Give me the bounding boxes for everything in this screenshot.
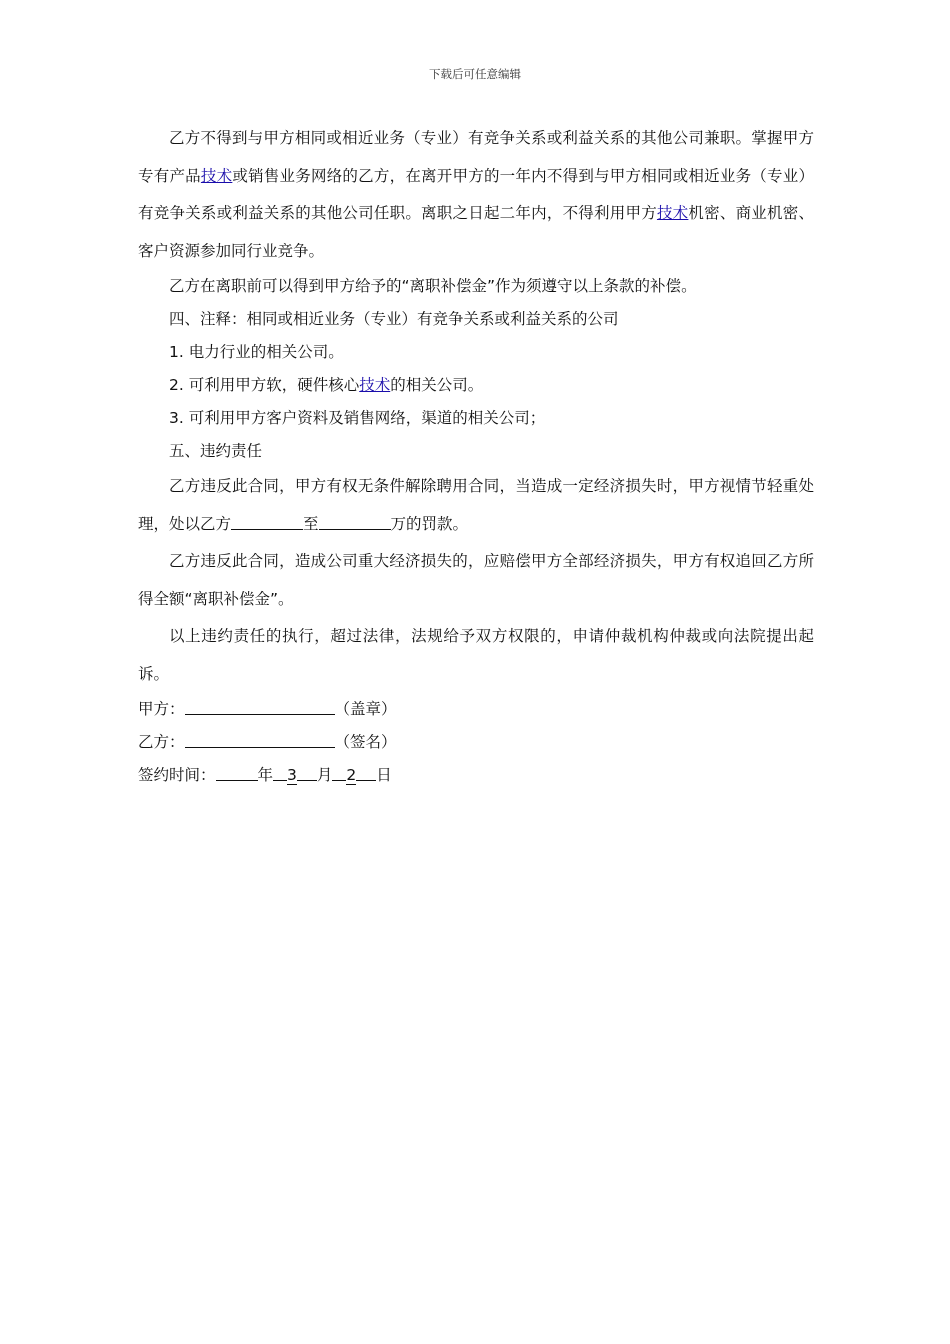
paragraph-noncompete bbox=[138, 120, 814, 270]
list-item-text: 2. 可利用甲方软，硬件核心 bbox=[169, 376, 360, 394]
paragraph-text: 至 bbox=[303, 514, 319, 533]
list-item: 3. 可利用甲方客户资料及销售网络，渠道的相关公司； bbox=[169, 409, 546, 427]
year-unit: 年 bbox=[257, 766, 274, 784]
signature-party-b bbox=[138, 726, 814, 759]
party-b-blank[interactable] bbox=[185, 733, 335, 748]
list-item: 1. 电力行业的相关公司。 bbox=[169, 343, 344, 361]
paragraph-text: 乙方违反此合同，甲方有权无条件解除聘用合同，当造成一定经济损失时，甲方视情节轻重处理，处以乙方 bbox=[138, 477, 814, 533]
party-a-blank[interactable] bbox=[185, 700, 335, 715]
day-value[interactable]: 2 bbox=[346, 766, 357, 784]
signature-date bbox=[138, 759, 814, 792]
month-value[interactable]: 3 bbox=[287, 766, 297, 784]
month-blank-pre bbox=[273, 766, 287, 781]
document-body bbox=[138, 120, 814, 792]
paragraph-compensation: 乙方在离职前可以得到甲方给予的“离职补偿金”作为须遵守以上条款的补偿。 bbox=[169, 277, 697, 295]
date-label: 签约时间： bbox=[138, 766, 216, 784]
amount-max-blank[interactable] bbox=[319, 515, 391, 530]
paragraph-penalty bbox=[138, 468, 814, 543]
paragraph-text: 或销售业务网络的乙方，在离开甲方的一年内不得到与甲方相同或相近业务（专业）有竞争关系或利益关系的其他公司任职。离职之日起二年内，不得利用甲方 bbox=[138, 166, 814, 222]
month-blank-post bbox=[297, 766, 317, 781]
paragraph-damages: 乙方违反此合同，造成公司重大经济损失的，应赔偿甲方全部经济损失，甲方有权追回乙方所得全额“离职补偿金”。 bbox=[138, 552, 814, 608]
party-b-suffix: （签名） bbox=[334, 733, 397, 751]
technology-link[interactable]: 技术 bbox=[359, 376, 391, 394]
day-blank-post bbox=[356, 766, 376, 781]
paragraph-text: 万的罚款。 bbox=[390, 514, 469, 533]
list-item-text: 的相关公司。 bbox=[390, 376, 484, 394]
section-title-liability: 五、违约责任 bbox=[169, 442, 263, 460]
day-blank-pre bbox=[332, 766, 346, 781]
day-unit: 日 bbox=[376, 766, 392, 784]
year-blank[interactable] bbox=[216, 766, 258, 781]
paragraph-arbitration: 以上违约责任的执行，超过法律，法规给予双方权限的，申请仲裁机构仲裁或向法院提出起诉。 bbox=[138, 627, 814, 683]
month-unit: 月 bbox=[316, 766, 333, 784]
section-title-notes: 四、注释：相同或相近业务（专业）有竞争关系或利益关系的公司 bbox=[169, 310, 619, 328]
list-item bbox=[138, 369, 814, 402]
paragraph-text: 机密、商业机密、客户资源参加同行业竞争。 bbox=[138, 204, 814, 260]
technology-link[interactable]: 技术 bbox=[200, 166, 233, 185]
party-a-suffix: （盖章） bbox=[334, 700, 397, 718]
signature-party-a bbox=[138, 693, 814, 726]
amount-min-blank[interactable] bbox=[231, 515, 303, 530]
party-b-label: 乙方： bbox=[138, 733, 185, 751]
technology-link[interactable]: 技术 bbox=[656, 204, 689, 222]
party-a-label: 甲方： bbox=[138, 700, 185, 718]
paragraph-text: 乙方不得到与甲方相同或相近业务（专业）有竞争关系或利益关系的其他公司兼职。掌握甲方专有产品 bbox=[138, 129, 814, 185]
page-header: 下载后可任意编辑 bbox=[429, 67, 521, 81]
